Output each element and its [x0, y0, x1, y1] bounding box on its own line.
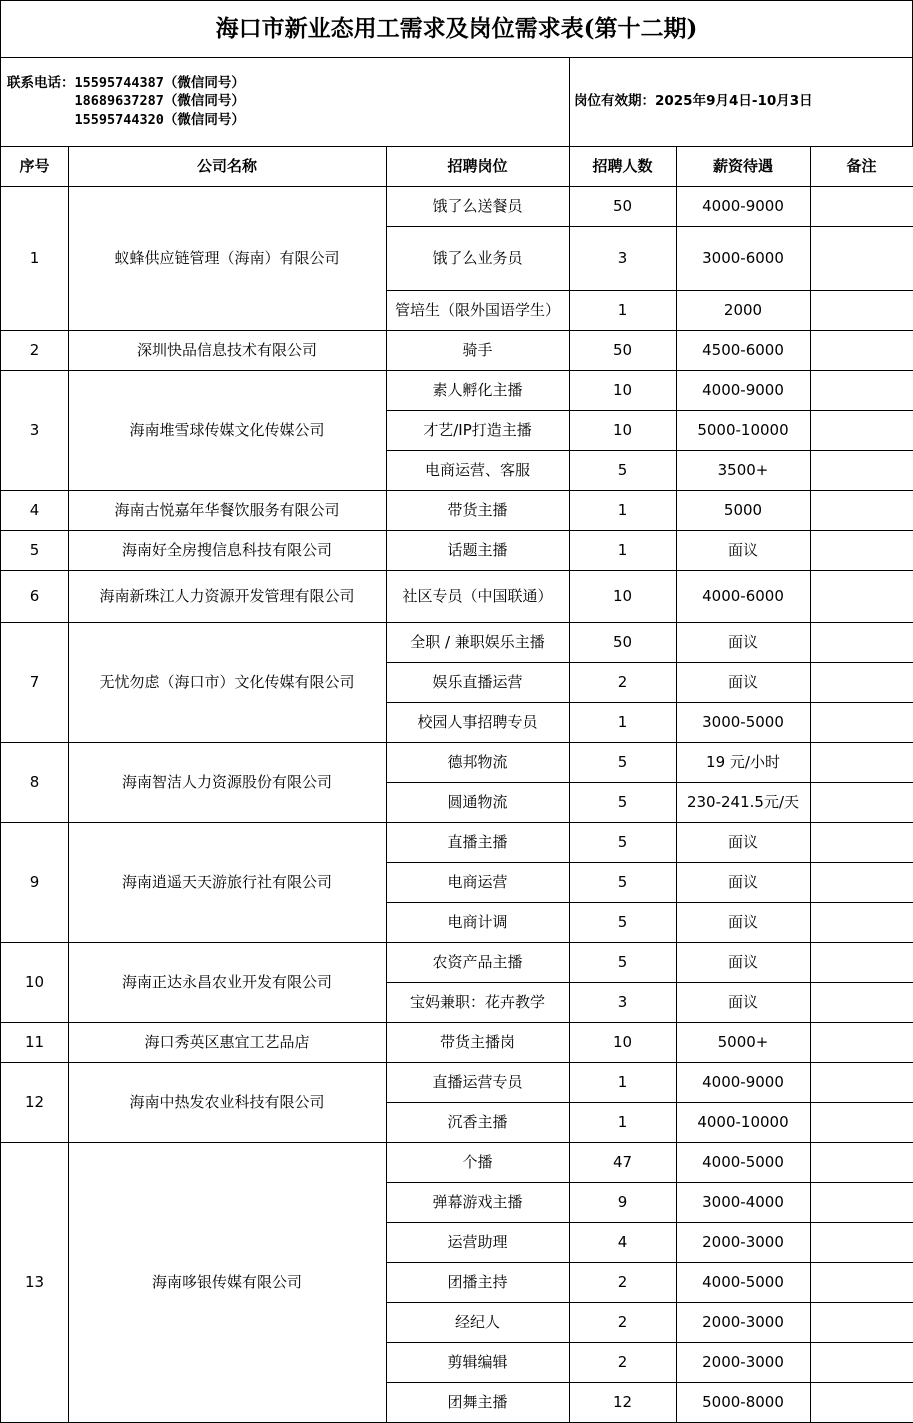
position-title: 带货主播岗 [386, 1022, 570, 1063]
contact-phone-1: 15595744387（微信同号） [74, 74, 245, 91]
company-no: 7 [0, 622, 69, 743]
company-no: 13 [0, 1142, 69, 1423]
position-count: 3 [569, 982, 677, 1023]
contact-phone-3: 15595744320（微信同号） [74, 111, 245, 128]
header-salary: 薪资待遇 [676, 146, 811, 187]
position-salary: 5000-8000 [676, 1382, 811, 1423]
position-note [810, 1022, 913, 1063]
position-note [810, 490, 913, 531]
position-note [810, 822, 913, 863]
position-salary: 2000 [676, 290, 811, 331]
position-note [810, 982, 913, 1023]
position-note [810, 662, 913, 703]
position-note [810, 702, 913, 743]
company-no: 6 [0, 570, 69, 623]
position-salary: 230-241.5元/天 [676, 782, 811, 823]
position-count: 2 [569, 1342, 677, 1383]
contact-label: 联系电话： [7, 74, 75, 91]
position-salary: 5000-10000 [676, 410, 811, 451]
contact-phone-2: 18689637287（微信同号） [74, 93, 245, 110]
company-name: 深圳快品信息技术有限公司 [68, 330, 387, 371]
position-note [810, 902, 913, 943]
position-title: 运营助理 [386, 1222, 570, 1263]
position-title: 电商计调 [386, 902, 570, 943]
position-salary: 4000-9000 [676, 1062, 811, 1103]
position-note [810, 330, 913, 371]
position-salary: 4000-5000 [676, 1262, 811, 1303]
company-no: 12 [0, 1062, 69, 1143]
header-position: 招聘岗位 [386, 146, 570, 187]
position-title: 经纪人 [386, 1302, 570, 1343]
position-title: 饿了么送餐员 [386, 186, 570, 227]
position-title: 宝妈兼职：花卉教学 [386, 982, 570, 1023]
position-title: 带货主播 [386, 490, 570, 531]
company-name: 海南正达永昌农业开发有限公司 [68, 942, 387, 1023]
company-no: 9 [0, 822, 69, 943]
position-count: 10 [569, 410, 677, 451]
position-note [810, 1342, 913, 1383]
position-salary: 4000-6000 [676, 570, 811, 623]
position-count: 4 [569, 1222, 677, 1263]
position-count: 50 [569, 186, 677, 227]
position-salary: 3000-4000 [676, 1182, 811, 1223]
position-note [810, 1302, 913, 1343]
position-salary: 19 元/小时 [676, 742, 811, 783]
position-count: 1 [569, 530, 677, 571]
position-title: 骑手 [386, 330, 570, 371]
position-salary: 3500+ [676, 450, 811, 491]
position-note [810, 1062, 913, 1103]
company-name: 海南好全房搜信息科技有限公司 [68, 530, 387, 571]
header-note: 备注 [810, 146, 913, 187]
company-name: 海南哆银传媒有限公司 [68, 1142, 387, 1423]
position-title: 团播主持 [386, 1262, 570, 1303]
position-salary: 4000-5000 [676, 1142, 811, 1183]
position-note [810, 1382, 913, 1423]
position-salary: 面议 [676, 862, 811, 903]
position-title: 农资产品主播 [386, 942, 570, 983]
position-note [810, 1222, 913, 1263]
position-count: 5 [569, 742, 677, 783]
position-title: 直播运营专员 [386, 1062, 570, 1103]
position-note [810, 1262, 913, 1303]
position-title: 饿了么业务员 [386, 226, 570, 291]
position-title: 圆通物流 [386, 782, 570, 823]
position-count: 2 [569, 1302, 677, 1343]
position-note [810, 622, 913, 663]
position-title: 娱乐直播运营 [386, 662, 570, 703]
company-name: 蚁蜂供应链管理（海南）有限公司 [68, 186, 387, 331]
company-name: 海南古悦嘉年华餐饮服务有限公司 [68, 490, 387, 531]
position-note [810, 226, 913, 291]
contact-info [0, 57, 570, 147]
position-note [810, 450, 913, 491]
position-salary: 4000-9000 [676, 370, 811, 411]
position-note [810, 742, 913, 783]
company-no: 11 [0, 1022, 69, 1063]
company-name: 海口秀英区惠宜工艺品店 [68, 1022, 387, 1063]
position-title: 社区专员（中国联通） [386, 570, 570, 623]
position-title: 校园人事招聘专员 [386, 702, 570, 743]
position-salary: 2000-3000 [676, 1222, 811, 1263]
company-no: 8 [0, 742, 69, 823]
position-count: 5 [569, 902, 677, 943]
company-name: 海南新珠江人力资源开发管理有限公司 [68, 570, 387, 623]
position-title: 电商运营、客服 [386, 450, 570, 491]
company-name: 海南智洁人力资源股份有限公司 [68, 742, 387, 823]
position-title: 沉香主播 [386, 1102, 570, 1143]
position-count: 50 [569, 330, 677, 371]
company-no: 1 [0, 186, 69, 331]
position-title: 团舞主播 [386, 1382, 570, 1423]
position-count: 1 [569, 702, 677, 743]
position-salary: 4000-10000 [676, 1102, 811, 1143]
position-salary: 面议 [676, 902, 811, 943]
position-note [810, 1182, 913, 1223]
position-title: 德邦物流 [386, 742, 570, 783]
header-no: 序号 [0, 146, 69, 187]
position-count: 47 [569, 1142, 677, 1183]
header-company: 公司名称 [68, 146, 387, 187]
position-salary: 面议 [676, 982, 811, 1023]
position-count: 1 [569, 1102, 677, 1143]
position-title: 话题主播 [386, 530, 570, 571]
company-name: 无忧勿虑（海口市）文化传媒有限公司 [68, 622, 387, 743]
header-count: 招聘人数 [569, 146, 677, 187]
position-note [810, 570, 913, 623]
position-title: 弹幕游戏主播 [386, 1182, 570, 1223]
position-salary: 4000-9000 [676, 186, 811, 227]
position-title: 电商运营 [386, 862, 570, 903]
position-salary: 面议 [676, 822, 811, 863]
position-count: 5 [569, 450, 677, 491]
position-note [810, 942, 913, 983]
sheet-title: 海口市新业态用工需求及岗位需求表(第十二期) [0, 0, 913, 58]
company-name: 海南堆雪球传媒文化传媒公司 [68, 370, 387, 491]
company-name: 海南逍遥天天游旅行社有限公司 [68, 822, 387, 943]
position-salary: 2000-3000 [676, 1302, 811, 1343]
position-note [810, 530, 913, 571]
position-salary: 3000-6000 [676, 226, 811, 291]
company-name: 海南中热发农业科技有限公司 [68, 1062, 387, 1143]
company-no: 3 [0, 370, 69, 491]
position-title: 剪辑编辑 [386, 1342, 570, 1383]
position-count: 1 [569, 1062, 677, 1103]
position-title: 管培生（限外国语学生） [386, 290, 570, 331]
position-note [810, 410, 913, 451]
position-salary: 面议 [676, 662, 811, 703]
position-count: 1 [569, 290, 677, 331]
position-title: 才艺/IP打造主播 [386, 410, 570, 451]
company-no: 5 [0, 530, 69, 571]
validity-period: 岗位有效期：2025年9月4日-10月3日 [569, 57, 913, 147]
position-salary: 面议 [676, 530, 811, 571]
position-salary: 面议 [676, 622, 811, 663]
position-count: 9 [569, 1182, 677, 1223]
company-no: 2 [0, 330, 69, 371]
position-salary: 4500-6000 [676, 330, 811, 371]
position-note [810, 290, 913, 331]
position-count: 5 [569, 862, 677, 903]
position-salary: 3000-5000 [676, 702, 811, 743]
position-count: 5 [569, 942, 677, 983]
position-note [810, 862, 913, 903]
position-salary: 2000-3000 [676, 1342, 811, 1383]
position-note [810, 370, 913, 411]
position-count: 3 [569, 226, 677, 291]
position-count: 2 [569, 1262, 677, 1303]
position-count: 10 [569, 570, 677, 623]
position-note [810, 1102, 913, 1143]
position-count: 50 [569, 622, 677, 663]
position-note [810, 782, 913, 823]
company-no: 4 [0, 490, 69, 531]
position-count: 5 [569, 822, 677, 863]
position-count: 2 [569, 662, 677, 703]
position-title: 素人孵化主播 [386, 370, 570, 411]
position-count: 10 [569, 1022, 677, 1063]
position-title: 全职 / 兼职娱乐主播 [386, 622, 570, 663]
position-salary: 面议 [676, 942, 811, 983]
position-note [810, 1142, 913, 1183]
position-salary: 5000+ [676, 1022, 811, 1063]
position-note [810, 186, 913, 227]
position-count: 10 [569, 370, 677, 411]
position-title: 直播主播 [386, 822, 570, 863]
position-count: 1 [569, 490, 677, 531]
company-no: 10 [0, 942, 69, 1023]
position-title: 个播 [386, 1142, 570, 1183]
position-count: 12 [569, 1382, 677, 1423]
position-salary: 5000 [676, 490, 811, 531]
position-count: 5 [569, 782, 677, 823]
